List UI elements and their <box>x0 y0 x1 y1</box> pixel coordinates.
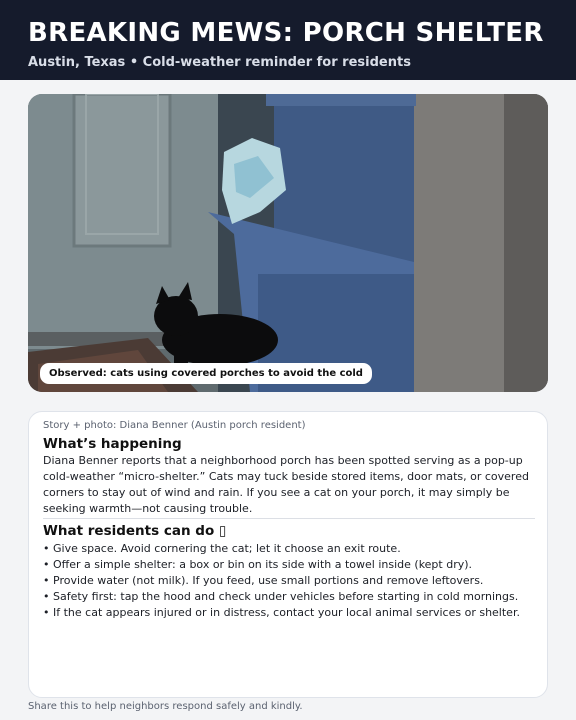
list-item: • Provide water (not milk). If you feed, use small portions and remove leftovers. <box>43 573 520 589</box>
article-card <box>28 411 548 698</box>
page-title: BREAKING MEWS: PORCH SHELTER <box>28 18 544 48</box>
tips-list <box>43 541 520 621</box>
list-item: • Give space. Avoid cornering the cat; let it choose an exit route. <box>43 541 520 557</box>
page-subtitle: Austin, Texas • Cold-weather reminder for residents <box>28 55 411 70</box>
page-header <box>0 0 576 80</box>
porch-cat-illustration <box>28 94 548 392</box>
section-heading-what-residents-can-do: What residents can do ▯ <box>43 523 227 539</box>
story-paragraph: Diana Benner reports that a neighborhood porch has been spotted serving as a pop-up cold-weather “micro-shelter.” Cats may tuck beside stored items, door mats, or covered corners to stay out of wind and rain. If you see a cat on your porch, it may simply be seeking warmth—not causing trouble. <box>43 454 529 515</box>
section-divider <box>43 518 535 519</box>
list-item: • If the cat appears injured or in distress, contact your local animal services or shelter. <box>43 605 520 621</box>
photo-caption: Observed: cats using covered porches to avoid the cold <box>40 363 372 384</box>
story-credit: Story + photo: Diana Benner (Austin porch resident) <box>43 420 306 431</box>
list-item: • Offer a simple shelter: a box or bin on its side with a towel inside (kept dry). <box>43 557 520 573</box>
story-photo <box>28 94 548 392</box>
list-item: • Safety first: tap the hood and check under vehicles before starting in cold mornings. <box>43 589 520 605</box>
footer-share-note: Share this to help neighbors respond safely and kindly. <box>28 701 303 712</box>
section-heading-whats-happening: What’s happening <box>43 436 182 452</box>
